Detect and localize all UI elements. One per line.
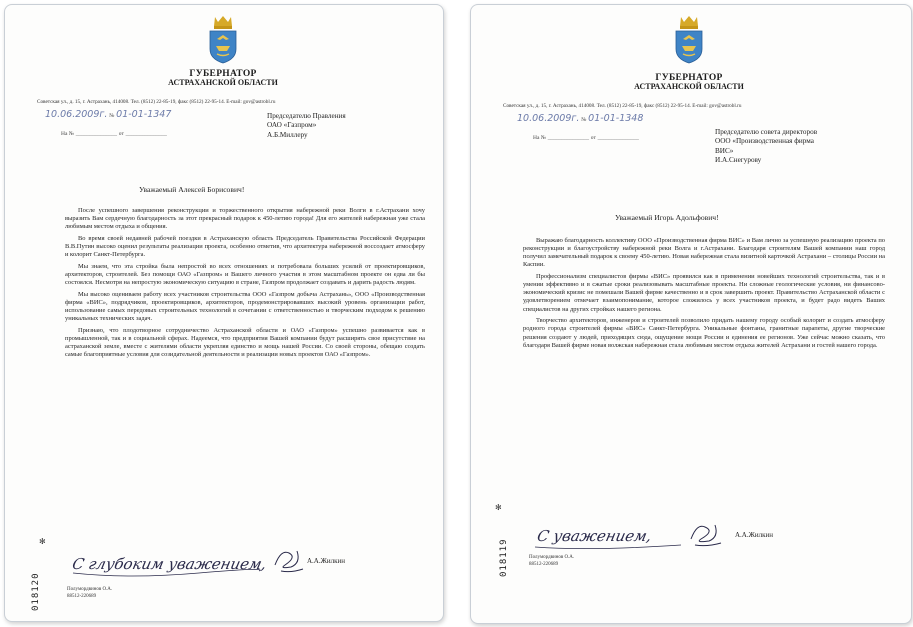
svg-text:С глубоким уважением,: С глубоким уважением, (70, 555, 269, 573)
signer-name: А.А.Жилкин (735, 531, 774, 539)
recipient-block: Председателю Правления ОАО «Газпром» А.Б.Миллеру (267, 112, 346, 139)
letterhead-address: Советская ул., д. 15, г. Астрахань, 414008. Тел. (8512) 22-85-19, факс (8512) 22-95-14. E-mail: gov@astrobl.ru (37, 99, 276, 105)
astrakhan-coat-of-arms-icon (672, 13, 706, 65)
governor-title: ГУБЕРНАТОР (655, 73, 723, 83)
paragraph: Выражаю благодарность коллективу ООО «Производственная фирма ВИС» и Вам лично за успешную реализацию проекта по реконструкции и благоустройству набережной реки Волга и г.Астрахани. Благодаря строителям Вашей компании наш город получил замечательный подарок к своему 450-летию. Новая набережная стала визитной карточкой Астрахани – столицы России на Каспии. (523, 237, 885, 269)
executor-name: Полумордвинов О.А. (529, 555, 575, 560)
executor-phone: 88512-220689 (67, 593, 97, 599)
registration-date-line: 10.06.2009г. № 01-01-1348 (517, 113, 644, 124)
serial-number: 018120 (31, 572, 41, 611)
letter-page-2 (470, 4, 912, 624)
svg-text:С уважением,: С уважением, (535, 527, 654, 545)
star-mark-icon: ✻ (39, 537, 46, 546)
governor-heading (135, 69, 311, 88)
letter-body (65, 207, 425, 363)
signature-icon (687, 519, 725, 551)
recipient-name: А.Б.Миллеру (267, 130, 308, 139)
executor-block (529, 555, 574, 569)
letter-page-1 (4, 4, 444, 622)
paragraph: Мы знаем, что эта стройка была непростой во всех отношениях и потребовала больших усилий от проектировщиков, архитекторов, строителей. Без помощи ОАО «Газпром» и Вашего личного участия в этом масштабном проекте он едва ли бы состоялся. Несмотря на непростую экономическую ситуацию в стране, Газпром продолжает создавать и дарить радость людям. (65, 262, 425, 287)
in-reply-line: На № _______________ от _______________ (533, 135, 639, 141)
paragraph: Во время своей недавней рабочей поездки в Астраханскую область Председатель Правительства Российской Федерации В.В.Путин высоко оценил результаты реализации проекта, особенно отметив, что архитектура набережной воссоздает атмосферу и колорит Санкт-Петербурга. (65, 234, 425, 259)
paragraph: Признаю, что плодотворное сотрудничество Астраханской области и ОАО «Газпром» успешно развивается как в промышленной, так и в социальной сферах. Надеемся, что предприятия Вашей компании будут расширять свое присутствие на астраханской земле, вместе с жителями области укрепляя единство и мощь нашей России. Со своей стороны, обещаю создать самые благоприятные условия для созидательной деятельности и реализации новых проектов ОАО «Газпром». (65, 327, 425, 359)
executor-block (67, 587, 112, 601)
handwritten-closing (531, 519, 687, 555)
registration-date: 10.06.2009г. (45, 109, 108, 120)
registration-date: 10.06.2009г. (517, 113, 580, 124)
paragraph: После успешного завершения реконструкции и торжественного открытия набережной реки Волги в г.Астрахани хочу выразить Вам сердечную благодарность за этот прекрасный подарок к 450-летию города! Для его жителей набережная уже стала любимым местом отдыха и общения. (65, 207, 425, 231)
handwritten-closing (69, 543, 269, 583)
region-title: АСТРАХАНСКОЙ ОБЛАСТИ (634, 82, 744, 92)
region-title: АСТРАХАНСКОЙ ОБЛАСТИ (168, 78, 278, 88)
greeting: Уважаемый Алексей Борисович! (139, 185, 245, 194)
serial-number: 018119 (499, 538, 509, 577)
governor-title: ГУБЕРНАТОР (189, 69, 257, 79)
astrakhan-coat-of-arms-icon (206, 13, 240, 65)
paragraph: Творчество архитекторов, инженеров и строителей позволило придать нашему городу особый колорит и создать атмосферу родного города строителей фирмы «ВИС» Санкт-Петербурга. Уникальные фонтаны, гранитные парапеты, другие творческие решения создают у людей, приходящих сюда, ощущение мощи России и единения ее регионов. Уже сейчас можно сказать, что благодаря Вашей фирме новая волжская набережная стала любимым местом отдыха жителей Астрахани и гостей нашего города. (523, 317, 885, 349)
in-reply-line: На № _______________ от _______________ (61, 131, 167, 137)
signer-name: А.А.Жилкин (307, 557, 346, 565)
greeting: Уважаемый Игорь Адольфович! (615, 213, 719, 222)
recipient-block: Председателю совета директоров ООО «Производственная фирма ВИС» И.А.Снегурову (715, 128, 818, 165)
letterhead-address: Советская ул., д. 15, г. Астрахань, 414008. Тел. (8512) 22-85-19, факс (8512) 22-95-14. E-mail: gov@astrobl.ru (503, 103, 742, 109)
recipient-name: И.А.Снегурову (715, 156, 762, 165)
registration-number: 01-01-1348 (588, 113, 644, 124)
signature-icon (271, 543, 307, 577)
paragraph: Мы высоко оцениваем работу всех участников строительства ООО «Газпром добыча Астрахань», ООО «Производственная фирма «ВИС», подрядчиков, проектировщиков, архитекторов, продемонстрировавших высокий уровень организации работ, использование самых передовых строительных технологий в сочетании с ответственностью и творческим подходом к решению уникальных технических задач. (65, 290, 425, 323)
executor-phone: 88512-220689 (529, 561, 559, 567)
executor-name: Полумордвинов О.А. (67, 587, 113, 592)
letter-body (523, 237, 885, 353)
star-mark-icon: ✻ (495, 503, 502, 512)
registration-number: 01-01-1347 (116, 109, 172, 120)
paragraph: Профессионализм специалистов фирмы «ВИС» проявился как в применении новейших технологий строительства, так и в умении эффективно и в сжатые сроки реализовывать масштабные проекты. Ни сложные геологические условия, ни финансово-экономический кризис не помешали Вашей фирме качественно и в срок завершить проект. Правительство Астраханской области с удовлетворением отмечает взаимопонимание, которое сложилось у всех участников проекта, и будет радо видеть Ваших специалистов на других стройках нашего региона. (523, 273, 885, 313)
governor-heading (601, 73, 777, 92)
registration-date-line: 10.06.2009г. № 01-01-1347 (45, 109, 172, 120)
